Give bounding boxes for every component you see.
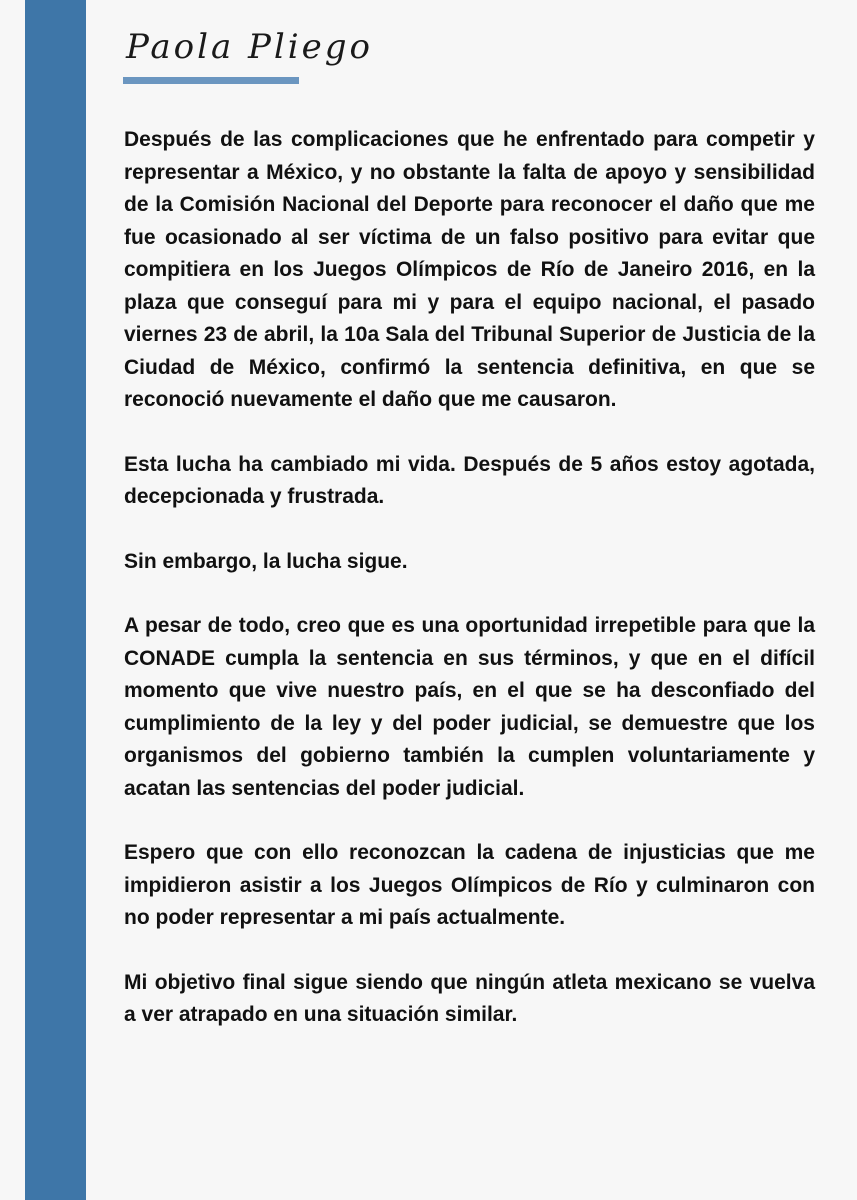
paragraph-4: A pesar de todo, creo que es una oportunidad irrepetible para que la CONADE cumpla la sentencia en sus términos, y que en el difícil momento que vive nuestro país, en el que se ha desconfiado del cumplimiento de la ley y del poder judicial, se demuestre que los organismos del gobierno también la cumplen voluntariamente y acatan las sentencias del poder judicial. xyxy=(124,614,815,800)
decorative-sidebar-bar xyxy=(25,0,86,1200)
paragraph-3: Sin embargo, la lucha sigue. xyxy=(124,549,408,573)
paragraph-5: Espero que con ello reconozcan la cadena de injusticias que me impidieron asistir a los Juegos Olímpicos de Río y culminaron con no poder representar a mi país actualmente. xyxy=(124,841,815,929)
paragraph-6: Mi objetivo final sigue siendo que ningún atleta mexicano se vuelva a ver atrapado en una situación similar. xyxy=(124,970,815,1026)
signature-underline xyxy=(123,77,299,84)
letter-body xyxy=(124,124,815,1064)
paragraph-1: Después de las complicaciones que he enfrentado para competir y representar a México, y no obstante la falta de apoyo y sensibilidad de la Comisión Nacional del Deporte para reconocer el daño que me fue ocasionado al ser víctima de un falso positivo para evitar que compitiera en los Juegos Olímpicos de Río de Janeiro 2016, en la plaza que conseguí para mi y para el equipo nacional, el pasado viernes 23 de abril, la 10a Sala del Tribunal Superior de Justicia de la Ciudad de México, confirmó la sentencia definitiva, en que se reconoció nuevamente el daño que me causaron. xyxy=(124,128,815,411)
paragraph-2: Esta lucha ha cambiado mi vida. Después de 5 años estoy agotada, decepcionada y frustrada. xyxy=(124,452,815,508)
signature-text: Paola Pliego xyxy=(126,27,374,67)
